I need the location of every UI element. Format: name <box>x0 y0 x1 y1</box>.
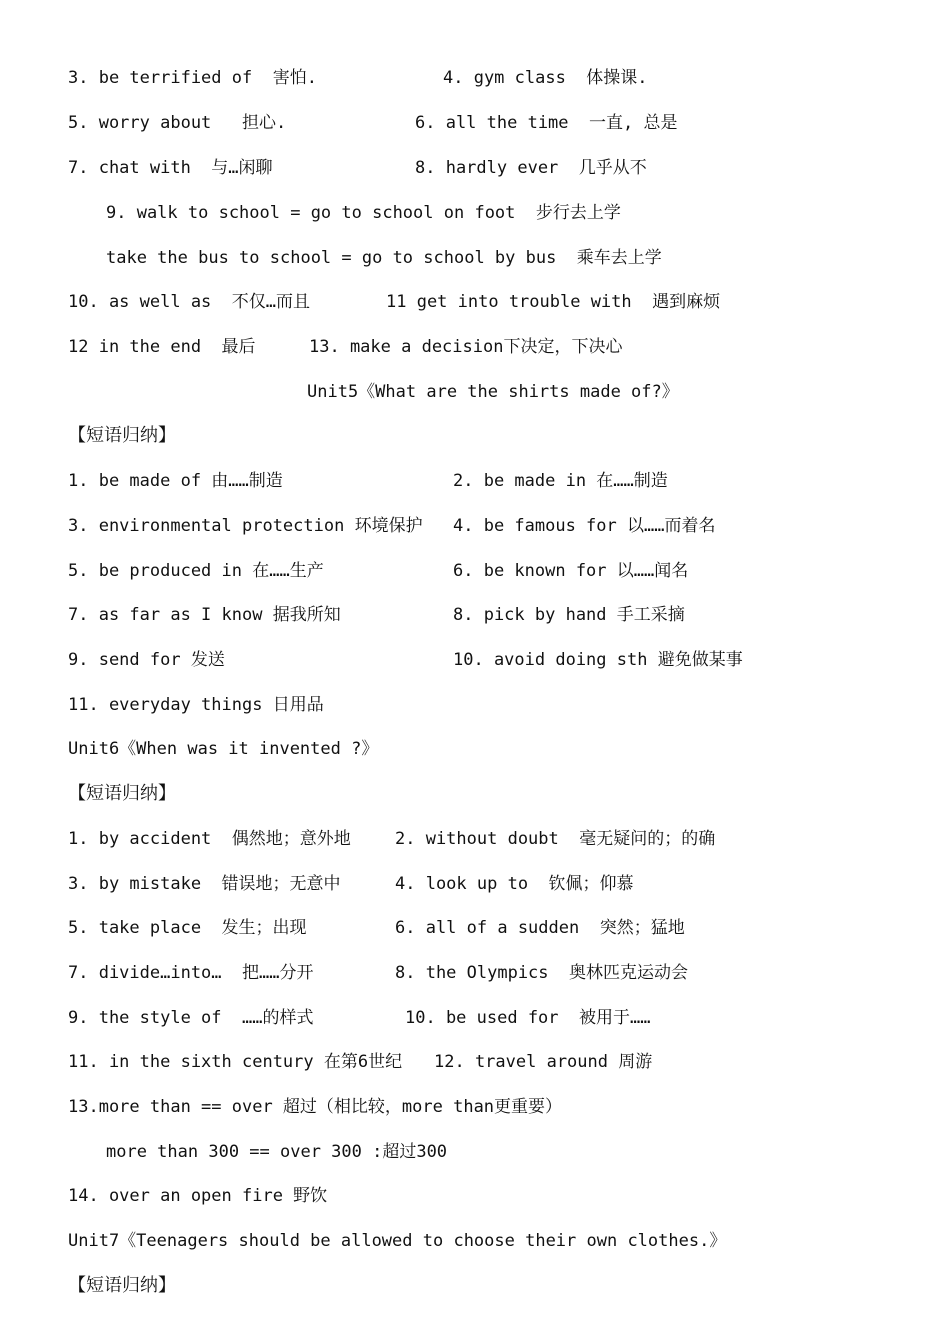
phrase-item: 7. chat with 与…闲聊 <box>68 158 273 178</box>
phrase-item: 4. gym class 体操课. <box>443 68 648 88</box>
phrase-item: 6. all the time 一直, 总是 <box>415 113 678 133</box>
phrase-item: 3. environmental protection 环境保护 <box>68 516 423 536</box>
phrase-item: 5. worry about 担心. <box>68 113 287 133</box>
unit-title: Unit7《Teenagers should be allowed to choose their own clothes.》 <box>68 1231 727 1251</box>
phrase-item: 12 in the end 最后 <box>68 337 256 357</box>
phrase-item: 4. be famous for 以……而着名 <box>453 516 716 536</box>
phrase-item: 8. hardly ever 几乎从不 <box>415 158 647 178</box>
phrase-item: 2. be made in 在……制造 <box>453 471 668 491</box>
phrase-item: 9. send for 发送 <box>68 650 225 670</box>
phrase-item: 4. look up to 钦佩；仰慕 <box>395 874 634 894</box>
phrase-item: 5. take place 发生；出现 <box>68 918 307 938</box>
section-heading: 【短语归纳】 <box>68 783 176 804</box>
phrase-item: 6. be known for 以……闻名 <box>453 561 689 581</box>
phrase-item: 10. avoid doing sth 避免做某事 <box>453 650 743 670</box>
phrase-item: 7. as far as I know 据我所知 <box>68 605 341 625</box>
phrase-item: 9. the style of ……的样式 <box>68 1008 314 1028</box>
section-heading: 【短语归纳】 <box>68 1275 176 1296</box>
phrase-item: 8. pick by hand 手工采摘 <box>453 605 685 625</box>
phrase-item: 7. divide…into… 把……分开 <box>68 963 314 983</box>
phrase-item: 13. make a decision下决定，下决心 <box>309 337 623 357</box>
unit-title: Unit6《When was it invented ?》 <box>68 739 379 759</box>
phrase-item: 14. over an open fire 野饮 <box>68 1186 328 1206</box>
phrase-item: take the bus to school = go to school by bus 乘车去上学 <box>106 248 662 268</box>
phrase-item: 1. by accident 偶然地；意外地 <box>68 829 351 849</box>
phrase-item: 9. walk to school = go to school on foot 步行去上学 <box>106 203 621 223</box>
phrase-item: 1. be made of 由……制造 <box>68 471 283 491</box>
phrase-item: 12. travel around 周游 <box>434 1052 653 1072</box>
unit-title: Unit5《What are the shirts made of?》 <box>307 382 679 402</box>
phrase-item: 3. by mistake 错误地；无意中 <box>68 874 341 894</box>
phrase-item: 3. be terrified of 害怕. <box>68 68 317 88</box>
phrase-item: 6. all of a sudden 突然；猛地 <box>395 918 685 938</box>
phrase-item: 2. without doubt 毫无疑问的；的确 <box>395 829 716 849</box>
phrase-item: 10. as well as 不仅…而且 <box>68 292 310 312</box>
phrase-item: 11 get into trouble with 遇到麻烦 <box>386 292 721 312</box>
phrase-item: 11. in the sixth century 在第6世纪 <box>68 1052 403 1072</box>
phrase-item: 5. be produced in 在……生产 <box>68 561 324 581</box>
phrase-item: 10. be used for 被用于…… <box>405 1008 651 1028</box>
phrase-item: 8. the Olympics 奥林匹克运动会 <box>395 963 688 983</box>
phrase-item: more than 300 == over 300 :超过300 <box>106 1142 448 1162</box>
phrase-item: 11. everyday things 日用品 <box>68 695 324 715</box>
phrase-item: 13.more than == over 超过（相比较，more than更重要） <box>68 1097 563 1117</box>
section-heading: 【短语归纳】 <box>68 425 176 446</box>
